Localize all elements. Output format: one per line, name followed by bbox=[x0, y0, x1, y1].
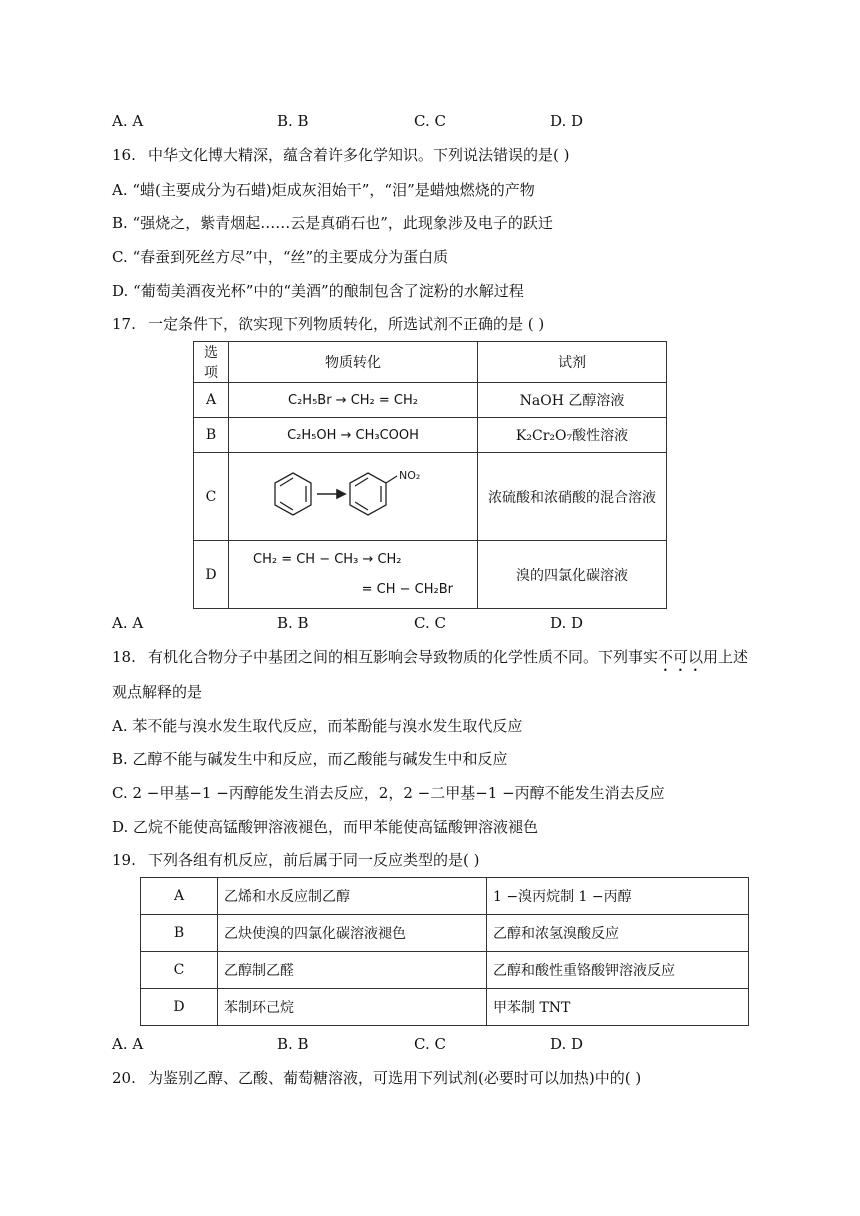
q18-choice-b: B. 乙醇不能与碱发生中和反应，而乙酸能与碱发生中和反应 bbox=[112, 750, 508, 768]
q16-choice-c: C. “春蚕到死丝方尽”中，“丝”的主要成分为蛋白质 bbox=[112, 248, 449, 266]
table-header-row bbox=[194, 342, 667, 383]
question-text: 下列各组有机反应，前后属于同一反应类型的是( ) bbox=[148, 851, 480, 869]
table-row bbox=[194, 541, 667, 609]
option-b: B. B bbox=[277, 614, 309, 632]
row-conversion: C₂H₅OH → CH₃COOH bbox=[229, 418, 478, 453]
q17-table bbox=[193, 341, 667, 609]
options-row-q17 bbox=[112, 614, 672, 634]
row-conversion-diagram bbox=[229, 453, 478, 541]
table-row bbox=[141, 952, 749, 989]
option-c: C. C bbox=[414, 112, 446, 130]
row-option: B bbox=[194, 418, 229, 453]
table-row bbox=[141, 915, 749, 952]
row-left: 乙烯和水反应制乙醇 bbox=[218, 878, 487, 915]
question-16-stem bbox=[112, 145, 569, 165]
q18-choice-c: C. 2 −甲基−1 −丙醇能发生消去反应，2，2 −二甲基−1 −丙醇不能发生消去反应 bbox=[112, 784, 665, 802]
nitrobenzene-ring-icon bbox=[350, 473, 397, 515]
row-reagent: 浓硫酸和浓硝酸的混合溶液 bbox=[478, 453, 667, 541]
nitro-group-label: NO₂ bbox=[399, 468, 421, 482]
question-number: 19. bbox=[112, 851, 136, 869]
conversion-line-1: CH₂ = CH − CH₃ → CH₂ bbox=[253, 551, 402, 567]
question-text: 一定条件下，欲实现下列物质转化，所选试剂不正确的是 ( ) bbox=[148, 315, 545, 333]
q16-choice-b: B. “强烧之，紫青烟起……云是真硝石也”，此现象涉及电子的跃迁 bbox=[112, 214, 553, 232]
option-a: A. A bbox=[112, 112, 144, 130]
question-text: 为鉴别乙醇、乙酸、葡萄糖溶液，可选用下列试剂(必要时可以加热)中的( ) bbox=[148, 1069, 642, 1087]
question-20-stem bbox=[112, 1068, 641, 1088]
q18-choice-a: A. 苯不能与溴水发生取代反应，而苯酚能与溴水发生取代反应 bbox=[112, 717, 523, 735]
arrow-icon bbox=[317, 490, 345, 498]
header-option: 选项 bbox=[194, 342, 229, 383]
question-18-stem-line2: 观点解释的是 bbox=[112, 683, 203, 701]
header-reagent: 试剂 bbox=[478, 342, 667, 383]
row-option: A bbox=[141, 878, 218, 915]
row-reagent: K₂Cr₂O₇酸性溶液 bbox=[478, 418, 667, 453]
options-row-q15 bbox=[112, 112, 672, 132]
header-conversion: 物质转化 bbox=[229, 342, 478, 383]
row-left: 乙醇制乙醛 bbox=[218, 952, 487, 989]
table-row bbox=[194, 453, 667, 541]
conversion-line-2: = CH − CH₂Br bbox=[361, 581, 453, 597]
row-option: C bbox=[194, 453, 229, 541]
benzene-ring-icon bbox=[275, 473, 311, 515]
row-option: D bbox=[141, 989, 218, 1026]
option-d: D. D bbox=[550, 112, 584, 130]
row-conversion: C₂H₅Br → CH₂ = CH₂ bbox=[229, 383, 478, 418]
options-row-q19 bbox=[112, 1035, 672, 1055]
row-right: 1 −溴丙烷制 1 −丙醇 bbox=[487, 878, 749, 915]
question-number: 20. bbox=[112, 1069, 136, 1087]
row-left: 苯制环己烷 bbox=[218, 989, 487, 1026]
row-option: D bbox=[194, 541, 229, 609]
question-text: 中华文化博大精深，蕴含着许多化学知识。下列说法错误的是( ) bbox=[148, 146, 570, 164]
table-row bbox=[194, 383, 667, 418]
row-option: A bbox=[194, 383, 229, 418]
question-text-end: 用上述 bbox=[703, 648, 749, 666]
option-d: D. D bbox=[550, 614, 584, 632]
option-c: C. C bbox=[414, 1035, 446, 1053]
question-18-stem bbox=[112, 647, 748, 675]
question-number: 16. bbox=[112, 146, 136, 164]
row-right: 甲苯制 TNT bbox=[487, 989, 749, 1026]
option-d: D. D bbox=[550, 1035, 584, 1053]
option-b: B. B bbox=[277, 1035, 309, 1053]
emphasis-text: 不可以 bbox=[658, 648, 704, 666]
option-a: A. A bbox=[112, 1035, 144, 1053]
question-19-stem bbox=[112, 850, 479, 870]
table-row bbox=[141, 989, 749, 1026]
q19-table bbox=[140, 877, 749, 1026]
table-row bbox=[194, 418, 667, 453]
row-reagent: 溴的四氯化碳溶液 bbox=[478, 541, 667, 609]
question-number: 18. bbox=[112, 648, 136, 666]
row-option: C bbox=[141, 952, 218, 989]
q18-choice-d: D. 乙烷不能使高锰酸钾溶液褪色，而甲苯能使高锰酸钾溶液褪色 bbox=[112, 818, 539, 836]
q16-choice-d: D. “葡萄美酒夜光杯”中的“美酒”的酿制包含了淀粉的水解过程 bbox=[112, 282, 524, 300]
q16-choice-a: A. “蜡(主要成分为石蜡)炬成灰泪始干”，“泪”是蜡烛燃烧的产物 bbox=[112, 181, 535, 199]
row-option: B bbox=[141, 915, 218, 952]
question-17-stem bbox=[112, 314, 544, 334]
option-a: A. A bbox=[112, 614, 144, 632]
benzene-nitration-diagram bbox=[263, 465, 443, 525]
option-b: B. B bbox=[277, 112, 309, 130]
row-conversion bbox=[229, 541, 478, 609]
row-left: 乙炔使溴的四氯化碳溶液褪色 bbox=[218, 915, 487, 952]
row-right: 乙醇和浓氢溴酸反应 bbox=[487, 915, 749, 952]
question-number: 17. bbox=[112, 315, 136, 333]
option-c: C. C bbox=[414, 614, 446, 632]
table-row bbox=[141, 878, 749, 915]
row-reagent: NaOH 乙醇溶液 bbox=[478, 383, 667, 418]
question-text: 有机化合物分子中基团之间的相互影响会导致物质的化学性质不同。下列事实 bbox=[148, 648, 659, 666]
row-right: 乙醇和酸性重铬酸钾溶液反应 bbox=[487, 952, 749, 989]
